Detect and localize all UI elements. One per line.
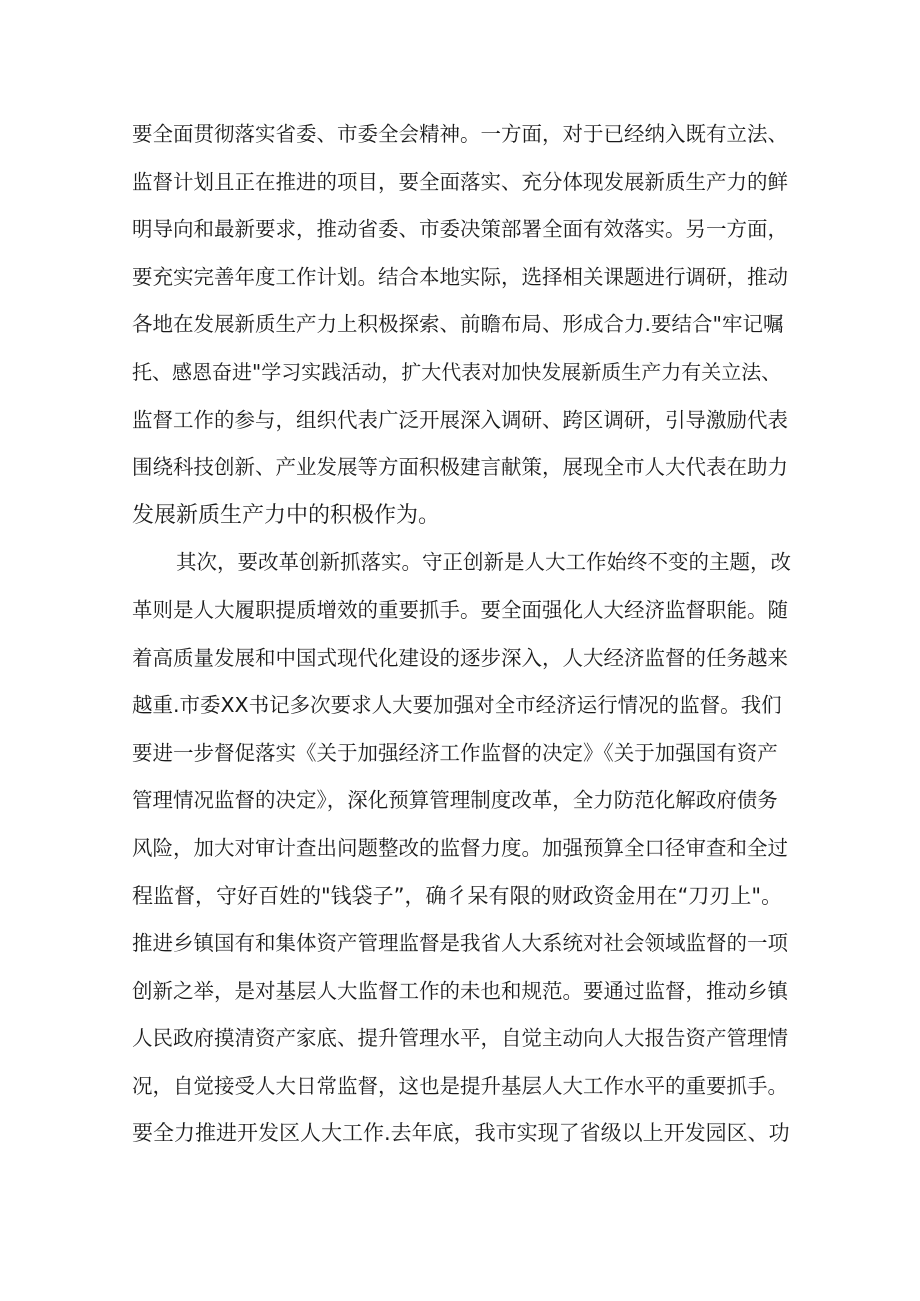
text-line: 托、感恩奋进"学习实践活动，扩大代表对加快发展新质生产力有关立法、: [132, 359, 782, 384]
text-line: 发展新质生产力中的积极作为。: [132, 502, 441, 528]
text-line: 风险，加大对审计查出问题整改的监督力度。加强预算全口径审查和全过: [132, 835, 788, 860]
text-line: 创新之举，是对基层人大监督工作的未也和规范。要通过监督，推动乡镇: [132, 978, 788, 1003]
text-line: 要全面贯彻落实省委、市委全会精神。一方面，对于已经纳入既有立法、: [132, 122, 788, 146]
text-line: 人民政府摸清资产家底、提升管理水平，自觉主动向人大报告资产管理情: [132, 1026, 788, 1051]
text-line: 监督计划且正在推进的项目，要全面落实、充分体现发展新质生产力的鲜: [132, 169, 788, 194]
text-line: 围绕科技创新、产业发展等方面积极建言献策，展现全市人大代表在助力: [132, 455, 788, 480]
text-line: 要充实完善年度工作计划。结合本地实际，选择相关课题进行调研，推动: [132, 264, 788, 289]
text-line: 着高质量发展和中国式现代化建设的逐步深入，人大经济监督的任务越来: [132, 645, 788, 670]
text-line: 推进乡镇国有和集体资产管理监督是我省人大系统对社会领域监督的一项: [132, 931, 788, 956]
text-line: 要全力推进开发区人大工作.去年底，我市实现了省级以上开发园区、功: [132, 1121, 790, 1146]
text-line: 程监督，守好百姓的"钱袋子”，确彳呆有限的财政资金用在“刀刃上"。: [132, 883, 783, 908]
text-line: 监督工作的参与，组织代表广泛开展深入调研、跨区调研，引导激励代表: [132, 407, 788, 432]
body-text: [132, 111, 792, 1158]
text-line: 明导向和最新要求，推动省委、市委决策部署全面有效落实。另一方面，: [132, 217, 788, 242]
text-line: 况，自觉接受人大日常监督，这也是提升基层人大工作水平的重要抓手。: [132, 1073, 788, 1098]
text-line: 管理情况监督的决定》，深化预算管理制度改革，全力防范化解政府债务: [132, 788, 778, 813]
paragraph-start-line: 其次，要改革创新抓落实。守正创新是人大工作始终不变的主题，改: [176, 550, 791, 575]
text-line: 要进一步督促落实《关于加强经济工作监督的决定》《关于加强国有资产: [132, 740, 778, 765]
text-line: 越重.市委XX书记多次要求人大要加强对全市经济运行情况的监督。我们: [132, 693, 782, 718]
text-line: 革则是人大履职提质增效的重要抓手。要全面强化人大经济监督职能。随: [132, 597, 788, 622]
text-line: 各地在发展新质生产力上积极探索、前瞻布局、形成合力.要结合"牢记嘱: [132, 312, 784, 337]
